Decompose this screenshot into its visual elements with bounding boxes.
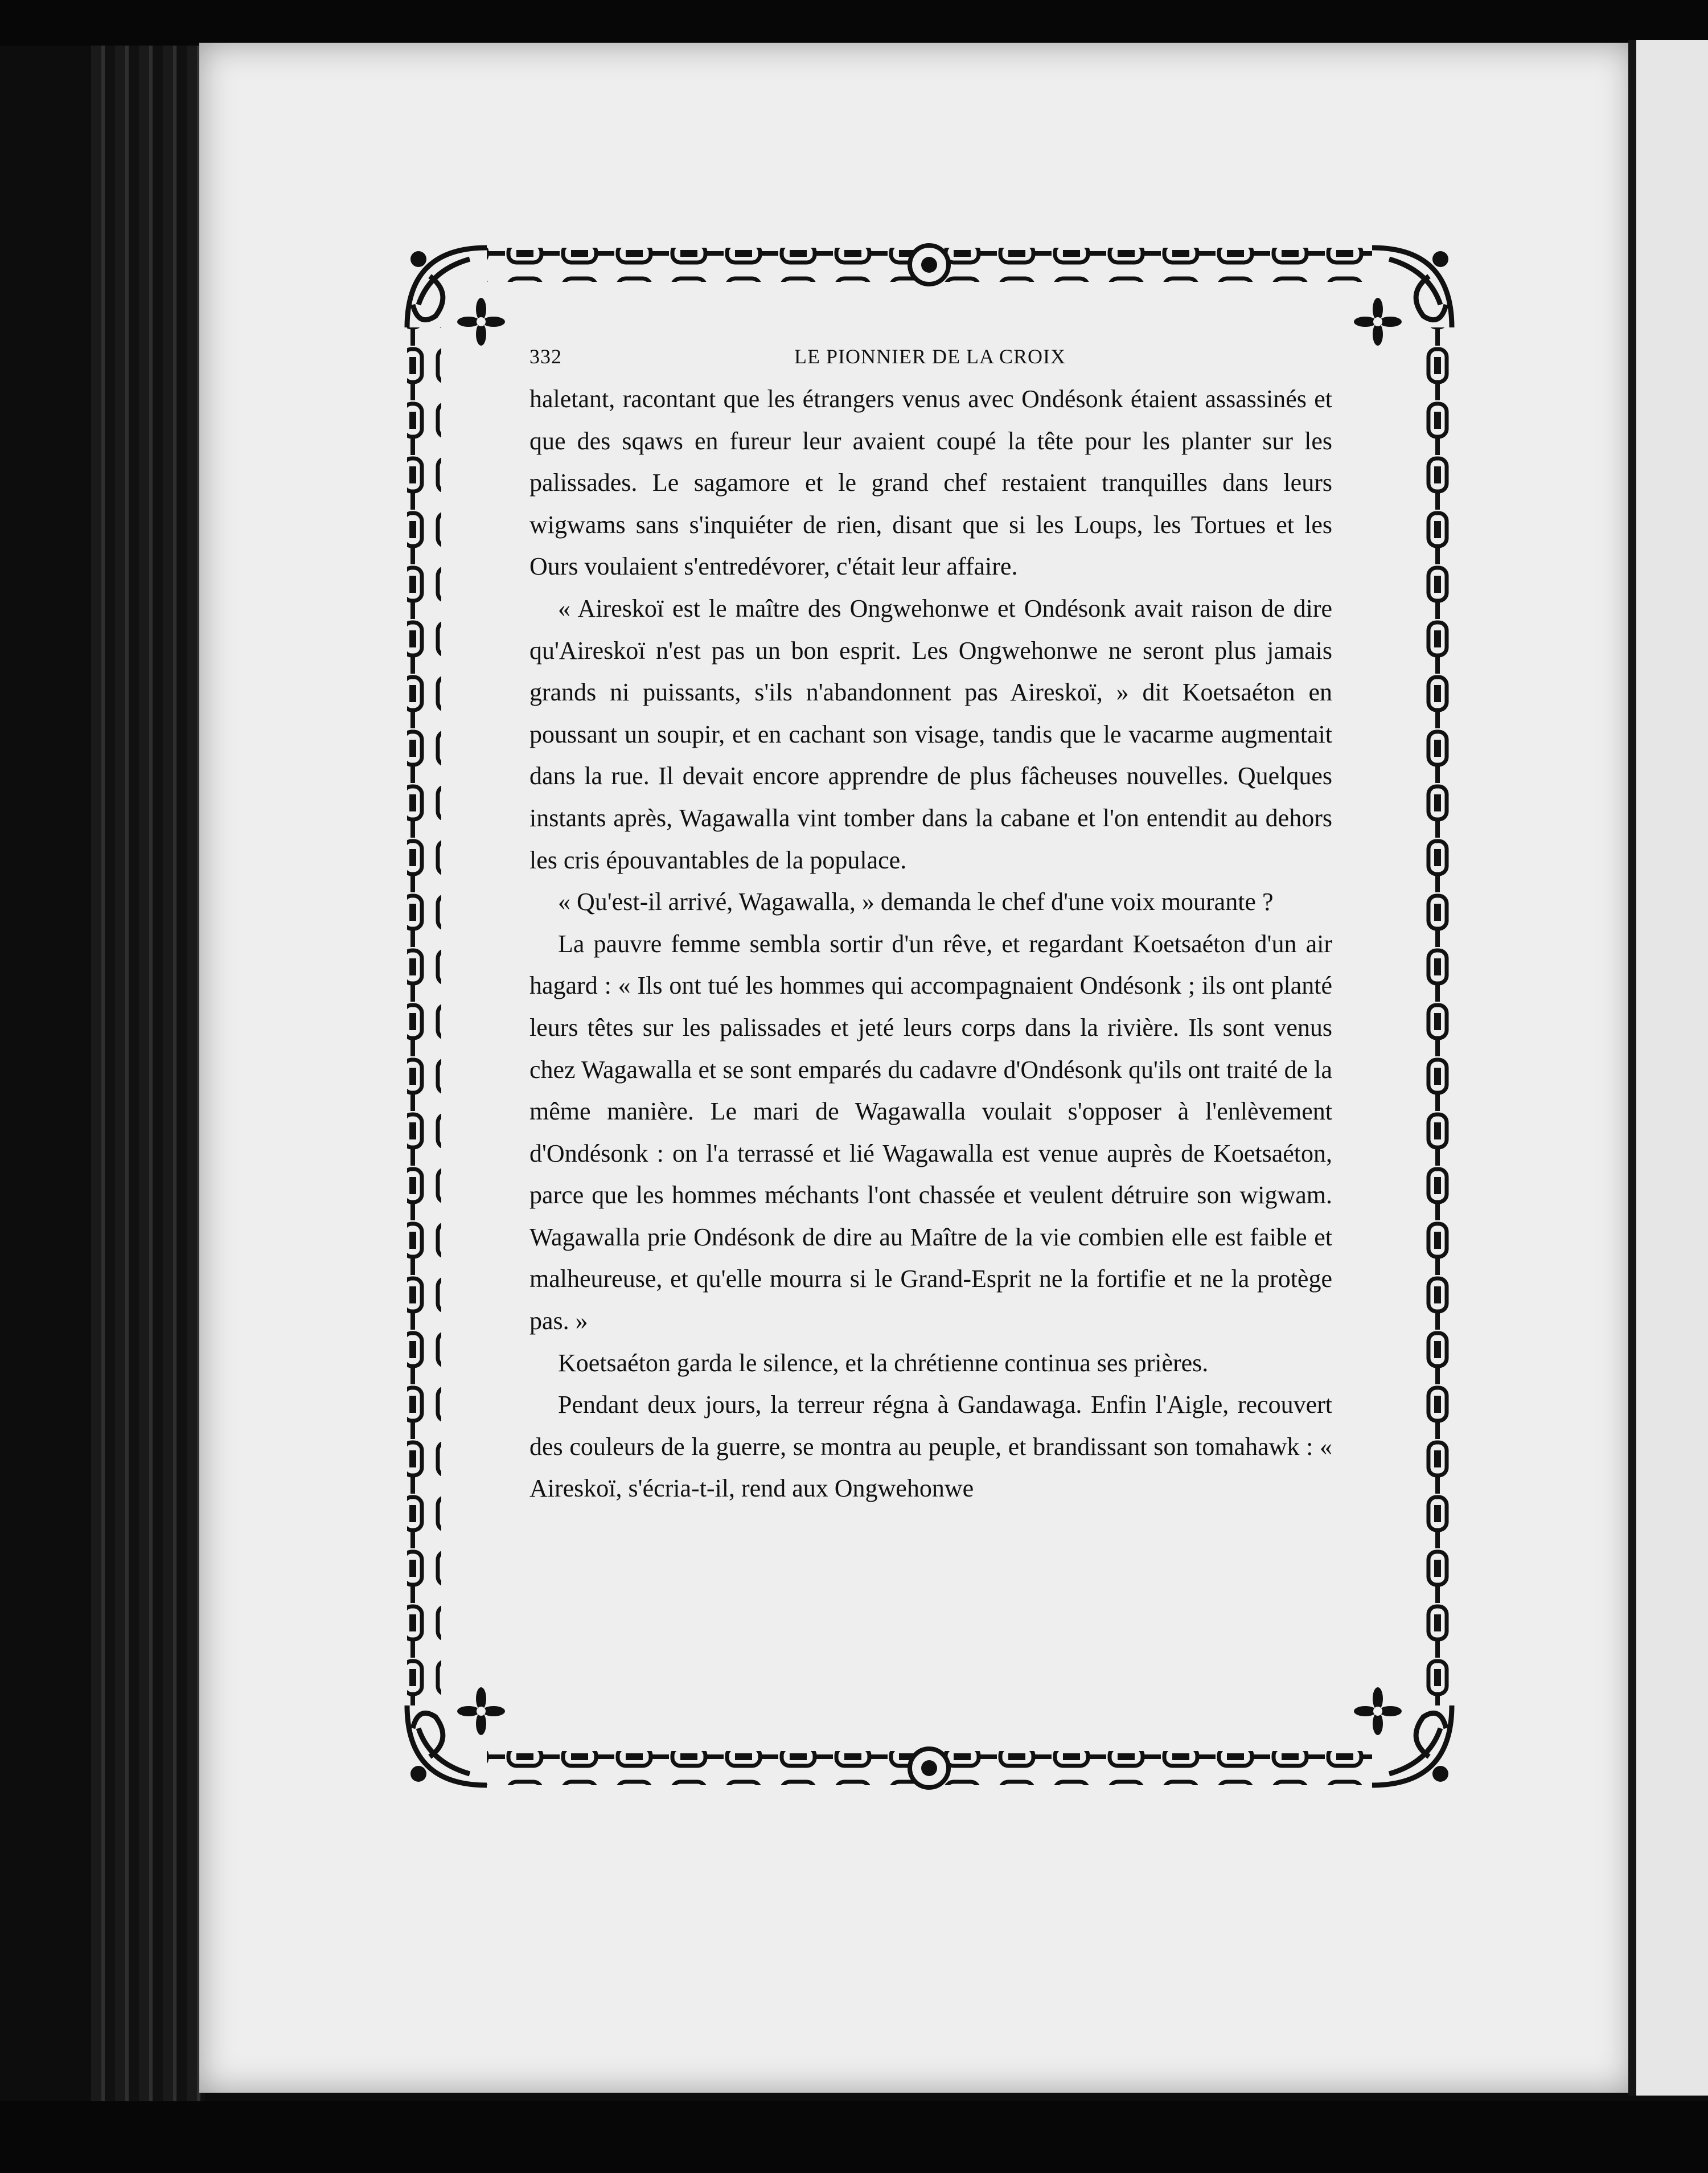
scan-top-edge — [0, 0, 1708, 46]
book-page-edges — [91, 46, 205, 2124]
paragraph: Pendant deux jours, la terreur régna à Gandawaga. Enfin l'Aigle, recouvert des couleurs de la guerre, se montra au peuple, et brandissant son tomahawk : « Aireskoï, s'écria-t-il, rend aux Ongwehonwe — [529, 1391, 1332, 1503]
scan-bottom-edge — [0, 2101, 1708, 2173]
paragraph: « Aireskoï est le maître des Ongwehonwe et Ondésonk avait raison de dire qu'Aireskoï n'est pas un bon esprit. Les Ongwehonwe ne seront plus jamais grands ni puissants, s'ils n'abandonnent pas Aireskoï, » dit Koetsaéton en poussant un soupir, et en cachant son visage, tandis que le vacarme augmentait dans la rue. Il devait encore apprendre de plus fâcheuses nouvelles. Quelques instants après, Wagawalla vint tomber dans la cabane et l'on entendit au dehors les cris épouvantables de la populace. — [529, 594, 1332, 874]
paragraph: haletant, racontant que les étrangers venus avec Ondésonk étaient assassinés et que des sqaws en fureur leur avaient coupé la tête pour les planter sur les palissades. Le sagamore et le grand chef restaient tranquilles dans leurs wigwams sans s'inquiéter de rien, disant que si les Loups, les Tortues et les Ours voulaient s'entredévorer, c'était leur affaire. — [529, 385, 1332, 581]
page-body — [529, 336, 1332, 1510]
running-title: LE PIONNIER DE LA CROIX — [794, 345, 1066, 368]
paragraph: « Qu'est-il arrivé, Wagawalla, » demanda le chef d'une voix mourante ? — [558, 888, 1274, 916]
running-head — [529, 336, 1332, 378]
page-number: 332 — [529, 345, 562, 368]
paragraph: Koetsaéton garda le silence, et la chrétienne continua ses prières. — [558, 1348, 1209, 1377]
facing-page-edge — [1628, 40, 1708, 2096]
paragraph: La pauvre femme sembla sortir d'un rêve, et regardant Koetsaéton d'un air hagard : « Ils ont tué les hommes qui accompagnaient Ondésonk ; ils ont planté leurs têtes sur les palissades et jeté leurs corps dans la rivière. Ils sont venus chez Wagawalla et se sont emparés du cadavre d'Ondésonk qu'ils ont traité de la même manière. Le mari de Wagawalla voulait s'opposer à l'enlèvement d'Ondésonk : on l'a terrassé et lié Wagawalla est venue auprès de Koetsaéton, parce que les hommes méchants l'ont chassée et veulent détruire son wigwam. Wagawalla prie Ondésonk de dire au Maître de la vie combien elle est faible et malheureuse, et qu'elle mourra si le Grand-Esprit ne la fortifie et ne la protège pas. » — [529, 929, 1332, 1335]
